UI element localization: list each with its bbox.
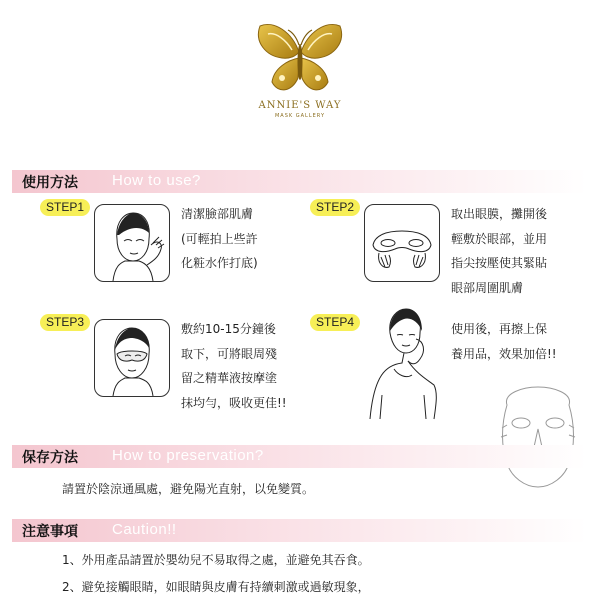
step3-line: 抹均勻，吸收更佳!! xyxy=(181,395,287,410)
caution-item: 1、外用產品請置於嬰幼兒不易取得之處，並避免其吞食。 xyxy=(62,553,370,567)
step2-line: 眼部周圍肌膚 xyxy=(451,280,524,295)
step3-label: STEP3 xyxy=(40,314,90,331)
step1-line: (可輕拍上些許 xyxy=(181,231,258,246)
step2-eye-mask-illustration xyxy=(364,204,440,282)
step4-label: STEP4 xyxy=(310,314,360,331)
storage-text: 請置於陰涼通風處，避免陽光直射，以免變質。 xyxy=(62,482,315,496)
step1-line: 化粧水作打底) xyxy=(181,256,258,270)
step2-line: 指尖按壓使其緊貼 xyxy=(451,256,548,270)
step1-label: STEP1 xyxy=(40,199,90,216)
usage-title: 使用方法 xyxy=(22,175,78,191)
caution-title: 注意事項 xyxy=(22,524,78,540)
step4-line: 養用品，效果加倍!! xyxy=(451,346,557,361)
storage-header-bar xyxy=(12,445,587,468)
brand-tagline: MASK GALLERY xyxy=(274,113,325,119)
usage-header-bar xyxy=(12,170,587,193)
step1-line: 清潔臉部肌膚 xyxy=(181,207,254,221)
step1-face-illustration xyxy=(94,204,170,282)
storage-subtitle: How to preservation? xyxy=(112,447,264,464)
step4-text xyxy=(451,317,557,366)
usage-subtitle: How to use? xyxy=(112,172,201,189)
storage-title: 保存方法 xyxy=(22,450,78,466)
caution-subtitle: Caution!! xyxy=(112,521,177,538)
face-mask-sheet-icon xyxy=(493,385,583,490)
step3-line: 敷約10-15分鐘後 xyxy=(181,322,276,336)
step2-line: 輕敷於眼部，並用 xyxy=(451,231,548,246)
step4-line: 使用後，再擦上保 xyxy=(451,322,548,336)
step1-text xyxy=(181,202,258,276)
step3-line: 取下，可將眼周殘 xyxy=(181,346,278,361)
step3-face-mask-illustration xyxy=(94,319,170,397)
step2-label: STEP2 xyxy=(310,199,360,216)
step3-line: 留之精華液按摩塗 xyxy=(181,371,278,385)
step4-woman-illustration xyxy=(364,305,444,420)
caution-header-bar xyxy=(12,519,587,542)
brand-name: ANNIE'S WAY xyxy=(258,100,342,111)
step2-line: 取出眼膜，攤開後 xyxy=(451,207,548,221)
step3-text xyxy=(181,317,287,415)
step2-text xyxy=(451,202,547,300)
caution-item: 2、避免接觸眼睛，如眼睛與皮膚有持續刺激或過敏現象， xyxy=(62,580,370,594)
